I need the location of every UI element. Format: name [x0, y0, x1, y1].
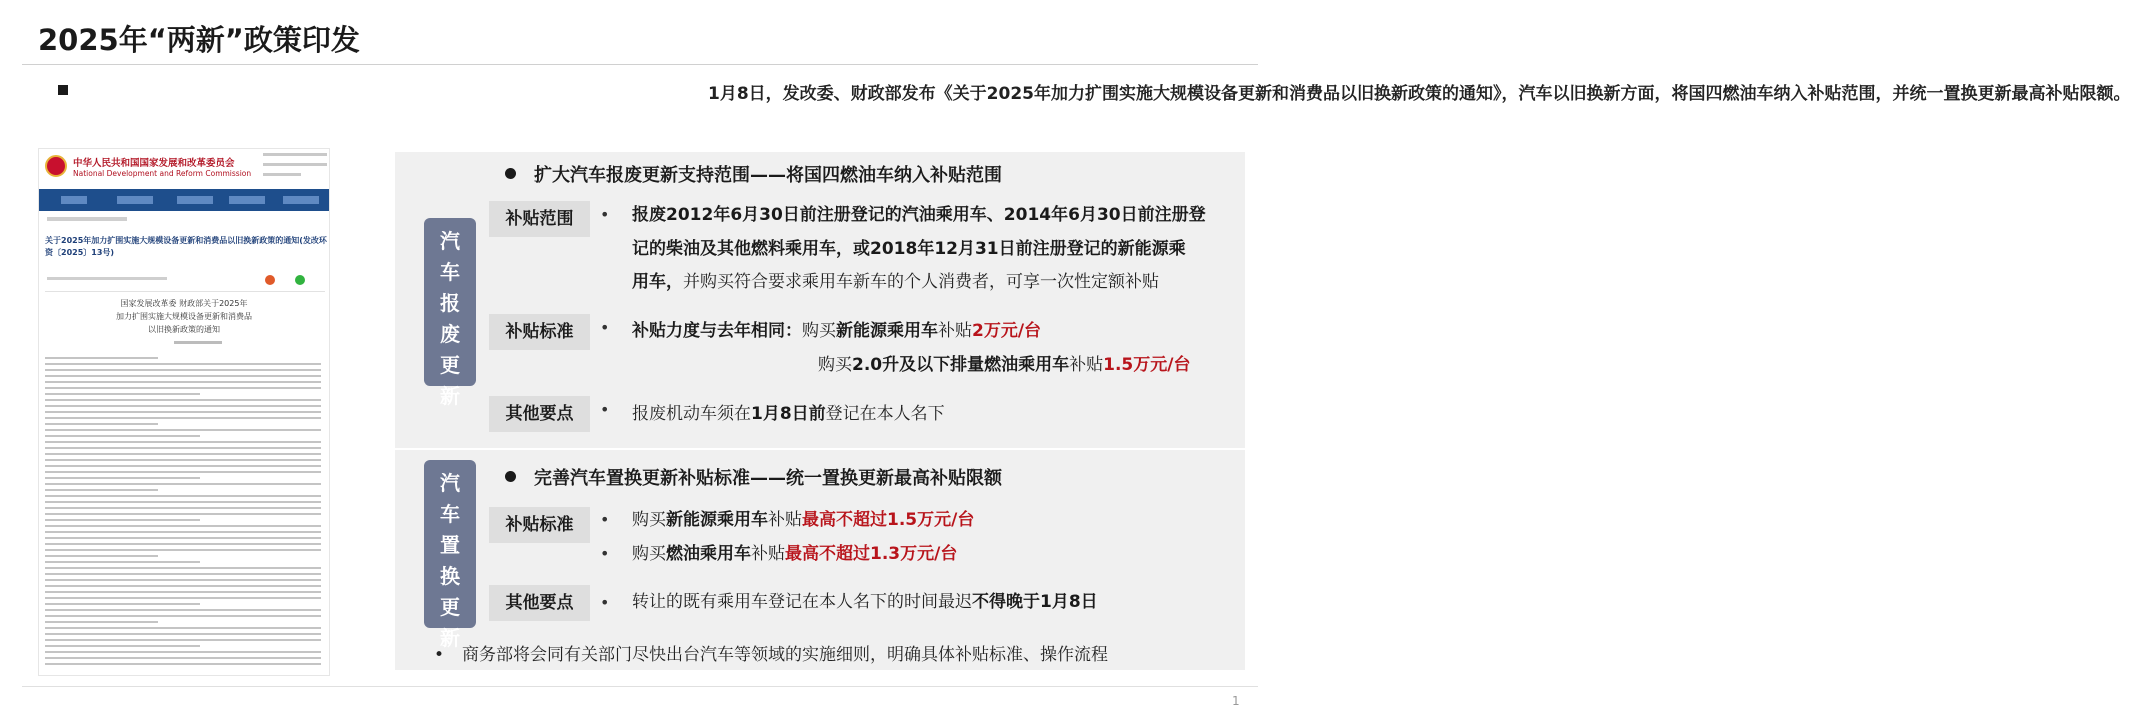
doc-text-line: [45, 537, 321, 539]
standard-text: 补贴力度与去年相同：: [632, 321, 802, 341]
square-bullet-icon: [58, 85, 68, 95]
bullet-dot-icon: [505, 471, 516, 482]
footer-divider: [22, 686, 1258, 687]
footnote: [434, 640, 1108, 665]
bullet-icon: •: [600, 544, 610, 563]
doc-breadcrumb: [47, 217, 127, 221]
doc-text-line: [45, 513, 321, 515]
doc-text-line: [45, 603, 200, 605]
section1-scope-line3: [632, 264, 1159, 300]
section2-label-other: 其他要点: [489, 585, 590, 621]
standard-text: 燃油乘用车: [666, 544, 751, 564]
doc-text-line: [45, 495, 321, 497]
doc-text-line: [45, 483, 321, 485]
standard-text: 新能源乘用车: [666, 510, 768, 530]
doc-text-line: [45, 405, 321, 407]
section2-heading: [505, 464, 1002, 490]
doc-text-line: [45, 573, 321, 575]
vertical-char: 报: [440, 291, 460, 315]
doc-nav-bar: [39, 189, 329, 211]
scope-text: 报废2012年6月30日前注册登记的汽油乘用车、2014年6月30日前注册登: [632, 205, 1206, 225]
doc-text-line: [45, 609, 321, 611]
doc-text-line: [45, 447, 321, 449]
section1-scope-line1: [632, 197, 1206, 233]
standard-text: 补贴: [768, 510, 802, 530]
doc-text-line: [45, 531, 321, 533]
bullet-icon: •: [600, 318, 610, 337]
doc-text-line: [45, 393, 200, 395]
doc-text-line: [45, 579, 321, 581]
doc-text-line: [45, 453, 321, 455]
other-text: 1月8日前: [751, 404, 826, 424]
doc-heading-line: 国家发展改革委 财政部关于2025年: [120, 299, 248, 308]
section-divider: [395, 448, 1245, 450]
doc-text-line: [45, 375, 321, 377]
doc-text-line: [45, 507, 321, 509]
vertical-char: 更: [440, 353, 460, 377]
vertical-char: 置: [440, 533, 460, 557]
section2-heading-text: 完善汽车置换更新补贴标准——统一置换更新最高补贴限额: [534, 468, 1002, 489]
scope-text: 记的柴油及其他燃料乘用车，或2018年12月31日前注册登记的新能源乘: [632, 239, 1186, 259]
doc-text-line: [45, 357, 158, 359]
weibo-share-icon: [265, 275, 275, 285]
doc-heading-line: 加力扩围实施大规模设备更新和消费品: [116, 312, 252, 321]
wechat-share-icon: [295, 275, 305, 285]
section1-other-line: [632, 396, 945, 432]
standard-text: 新能源乘用车: [836, 321, 938, 341]
section2-standard-line1: [632, 502, 974, 538]
section1-heading: [505, 161, 1002, 187]
doc-text-line: [45, 429, 321, 431]
vertical-char: 车: [440, 260, 460, 284]
standard-text: 补贴: [1069, 355, 1104, 375]
vertical-char: 废: [440, 322, 460, 346]
footnote-text: 商务部将会同有关部门尽快出台汽车等领域的实施细则，明确具体补贴标准、操作流程: [462, 645, 1109, 665]
standard-text: 2.0升及以下排量燃油乘用车: [852, 355, 1070, 375]
doc-text-line: [45, 621, 158, 623]
doc-heading-line: 以旧换新政策的通知: [148, 325, 220, 334]
doc-text-line: [45, 663, 321, 665]
section2-other-line: [632, 584, 1098, 620]
doc-text-line: [45, 471, 321, 473]
doc-text-line: [45, 597, 321, 599]
bullet-icon: •: [600, 400, 610, 419]
doc-text-line: [45, 543, 321, 545]
doc-text-line: [45, 477, 200, 479]
doc-text-line: [45, 423, 158, 425]
other-text: 登记在本人名下: [825, 404, 945, 424]
section1-label-scope: 补贴范围: [489, 201, 590, 237]
subsidy-amount: 最高不超过1.5万元/台: [802, 510, 975, 530]
doc-text-line: [45, 567, 321, 569]
intro-text: 1月8日，发改委、财政部发布《关于2025年加力扩围实施大规模设备更新和消费品以旧换新政策的通知》，汽车以旧换新方面，将国四燃油车纳入补贴范围，并统一置换更新最高补贴限额。: [708, 84, 2130, 104]
standard-text: 购买: [818, 355, 852, 375]
scope-text: 并购买符合要求乘用车新车的个人消费者，可享一次性定额补贴: [683, 272, 1159, 292]
doc-text-line: [45, 525, 321, 527]
doc-separator: [45, 291, 325, 292]
section1-scope-line2: [632, 231, 1186, 267]
doc-text-line: [45, 645, 200, 647]
other-text: 不得晚于1月8日: [972, 592, 1098, 612]
vertical-char: 车: [440, 502, 460, 526]
doc-heading: [39, 297, 329, 336]
doc-text-line: [45, 657, 321, 659]
vertical-char: 更: [440, 595, 460, 619]
section2-standard-line2: [632, 536, 957, 572]
bullet-icon: •: [600, 510, 610, 529]
doc-text-line: [45, 639, 321, 641]
subsidy-amount: 1.5万元/台: [1103, 355, 1191, 375]
other-text: 转让的既有乘用车登记在本人名下的时间最迟: [632, 592, 972, 612]
doc-text-line: [45, 555, 158, 557]
scope-text: 用车，: [632, 272, 683, 292]
bullet-dot-icon: [505, 168, 516, 179]
bullet-icon: •: [600, 593, 610, 612]
doc-text-line: [45, 591, 321, 593]
other-text: 报废机动车须在: [632, 404, 751, 424]
bullet-icon: •: [600, 205, 610, 224]
section2-label-standard: 补贴标准: [489, 507, 590, 543]
doc-number: [174, 341, 222, 344]
doc-text-line: [45, 441, 321, 443]
doc-text-line: [45, 627, 321, 629]
policy-document-thumbnail: [38, 148, 330, 676]
standard-text: 补贴: [751, 544, 785, 564]
vertical-char: 新: [440, 626, 460, 650]
doc-text-line: [45, 459, 321, 461]
vertical-char: 汽: [440, 471, 460, 495]
doc-text-line: [45, 369, 321, 371]
doc-body-text: [45, 357, 327, 669]
doc-text-line: [45, 381, 321, 383]
standard-text: 购买: [632, 510, 666, 530]
doc-text-line: [45, 465, 321, 467]
slide-title: 2025年“两新”政策印发: [38, 23, 360, 57]
section1-label-standard: 补贴标准: [489, 314, 590, 350]
section1-standard-line2: [818, 347, 1190, 383]
standard-text: 购买: [632, 544, 666, 564]
national-emblem-icon: [45, 155, 67, 177]
doc-text-line: [45, 435, 200, 437]
doc-text-line: [45, 399, 321, 401]
doc-org-name-cn: 中华人民共和国国家发展和改革委员会: [73, 158, 235, 169]
doc-text-line: [45, 651, 321, 653]
doc-org-name-en: National Development and Reform Commission: [73, 169, 252, 178]
doc-text-line: [45, 549, 321, 551]
vertical-char: 换: [440, 564, 460, 588]
doc-text-line: [45, 615, 321, 617]
doc-top-links: [263, 153, 327, 183]
doc-text-line: [45, 417, 321, 419]
section1-vertical-label: [424, 218, 476, 408]
vertical-char: 新: [440, 384, 460, 408]
doc-text-line: [45, 501, 321, 503]
section2-vertical-label: [424, 460, 476, 650]
doc-text-line: [45, 633, 321, 635]
subsidy-amount: 最高不超过1.3万元/台: [785, 544, 958, 564]
doc-text-line: [45, 411, 321, 413]
doc-text-line: [45, 585, 321, 587]
doc-text-line: [45, 489, 158, 491]
doc-text-line: [45, 561, 200, 563]
bullet-icon: •: [434, 645, 445, 665]
section1-label-other: 其他要点: [489, 396, 590, 432]
page-number: 1: [1232, 694, 1240, 708]
title-divider: [22, 64, 1258, 65]
standard-text: 购买: [802, 321, 836, 341]
section1-standard-line1: [632, 313, 1041, 349]
section1-heading-text: 扩大汽车报废更新支持范围——将国四燃油车纳入补贴范围: [534, 165, 1002, 186]
doc-title: 关于2025年加力扩围实施大规模设备更新和消费品以旧换新政策的通知(发改环资〔2025〕13号): [45, 236, 327, 257]
vertical-char: 汽: [440, 229, 460, 253]
doc-text-line: [45, 363, 321, 365]
doc-text-line: [45, 519, 200, 521]
subsidy-amount: 2万元/台: [972, 321, 1042, 341]
doc-header: [39, 149, 329, 189]
standard-text: 补贴: [938, 321, 972, 341]
doc-meta: [47, 277, 167, 280]
doc-text-line: [45, 387, 321, 389]
